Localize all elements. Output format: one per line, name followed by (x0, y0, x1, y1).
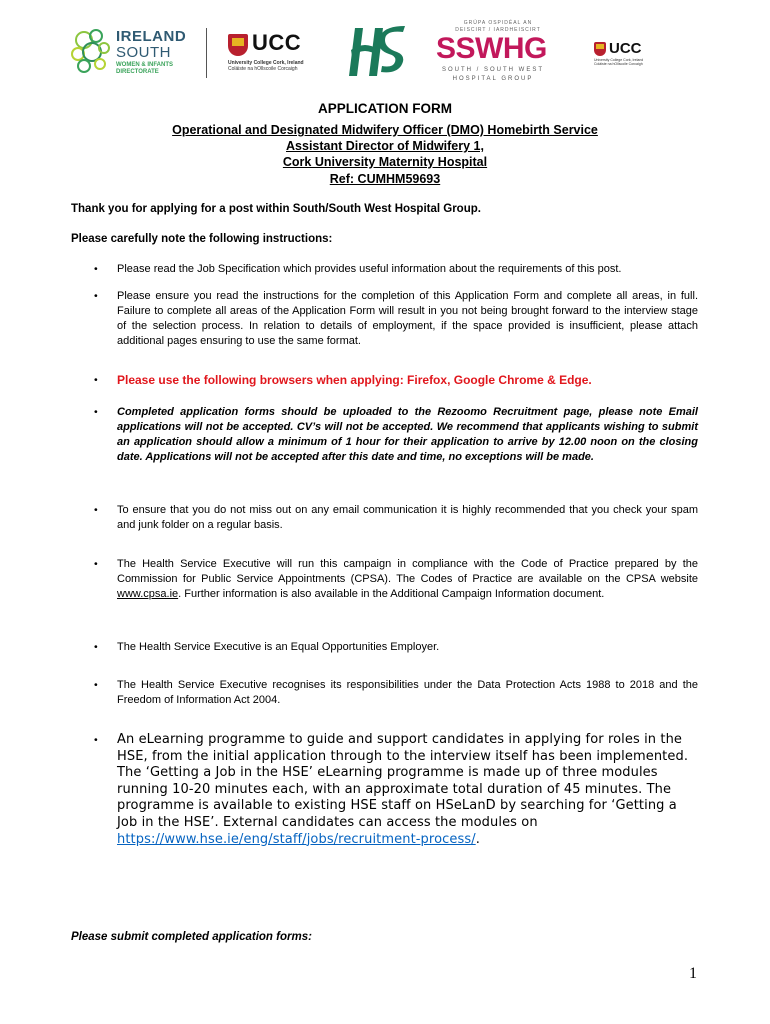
instruction-item-8 (94, 678, 698, 708)
sswhg-logo (428, 18, 558, 84)
instruction-item-1 (94, 262, 698, 277)
ucc-name: UCC (252, 30, 302, 55)
form-title: APPLICATION FORM (318, 101, 452, 116)
instruction-text-5: To ensure that you do not miss out on any email communication it is highly recommended that you check your spam and junk folder on a regular basis. (117, 504, 698, 531)
elearning-text-end: . (475, 831, 480, 847)
instruction-item-9 (94, 732, 698, 848)
instruction-text-2: Please ensure you read the instructions for the completion of this Application Form and complete all areas, in full. Failure to complete all areas of the Application Form will result in you not being brought forward to the interview stage of the selection process. In relation to details of employment, if the space provided is insufficient, please attach additional pages ensuring to use the same format. (117, 290, 698, 347)
instruction-item-3 (94, 373, 698, 388)
bullet-icon: • (94, 641, 98, 653)
sswhg-sub2: HOSPITAL GROUP (452, 76, 534, 82)
bullet-icon: • (94, 679, 98, 691)
post-title-line3: Cork University Maternity Hospital (282, 155, 488, 169)
ucc-logo (228, 32, 318, 74)
instructions-heading: Please carefully note the following instructions: (71, 233, 333, 245)
logo-strip (0, 18, 770, 88)
bullet-icon: • (94, 734, 98, 746)
instruction-text-8: The Health Service Executive recognises its responsibilities under the Data Protection Acts 1988 to 2018 and the Freedom of Information Act 2004. (117, 679, 698, 706)
elearning-text: An eLearning programme to guide and support candidates in applying for roles in the HSE, from the initial application through to the interview itself has been implemented. The ‘Getting a Job in the HSE’ eLearning programme is made up of three modules running 10-20 minutes each, with an approximate total duration of 45 minutes. The programme is available to existing HSE staff on HSeLanD by searching for ‘Getting a Job in the HSE’. External candidates can access the modules on (117, 732, 689, 830)
hse-logo-icon (345, 24, 409, 80)
ucc-small-subtitle (594, 58, 643, 66)
instruction-text-6-post: . Further information is also available in the Additional Campaign Information document. (178, 588, 605, 600)
sswhg-top1: GRÚPA OSPIDÉAL AN (463, 20, 533, 26)
bullet-icon: • (94, 558, 98, 570)
bullet-icon: • (94, 374, 98, 386)
ireland-south-line3: WOMEN & INFANTS DIRECTORATE (116, 62, 173, 75)
instruction-item-2 (94, 289, 698, 349)
instruction-text-1: Please read the Job Specification which provides useful information about the requirements of this post. (117, 263, 622, 275)
ucc-logo-small (594, 40, 654, 66)
reference-number: Ref: CUMHM59693 (329, 172, 441, 186)
hse-logo (345, 24, 409, 80)
post-title-line1: Operational and Designated Midwifery Officer (DMO) Homebirth Service (172, 123, 598, 137)
recruitment-process-link[interactable]: https://www.hse.ie/eng/staff/jobs/recruitment-process/ (117, 831, 476, 847)
circles-emblem-icon (70, 28, 114, 74)
browser-requirement-text: Please use the following browsers when applying: Firefox, Google Chrome & Edge. (117, 373, 592, 387)
sswhg-sub1: SOUTH / SOUTH WEST (442, 67, 544, 73)
instruction-text-7: The Health Service Executive is an Equal Opportunities Employer. (117, 641, 440, 653)
ireland-south-logo (70, 26, 198, 80)
ucc-crest-icon (228, 34, 248, 56)
ucc-small-subtitle-2: Coláiste na hOllscoile Corcaigh (594, 62, 643, 66)
ucc-crest-small-icon (594, 42, 606, 56)
ucc-subtitle-1: University College Cork, Ireland (228, 60, 304, 66)
bullet-icon: • (94, 406, 98, 418)
post-title-line2: Assistant Director of Midwifery 1, (286, 139, 484, 153)
ucc-small-name: UCC (609, 40, 642, 57)
bullet-icon: • (94, 290, 98, 302)
submit-heading: Please submit completed application forms: (71, 931, 312, 943)
instruction-item-7 (94, 640, 698, 655)
bullet-icon: • (94, 504, 98, 516)
instruction-text-6-pre: The Health Service Executive will run this campaign in compliance with the Code of Practice prepared by the Commission for Public Service Appointments (CPSA). The Codes of Practice are available on the CPSA website (117, 558, 698, 585)
ireland-south-line1: IRELAND (116, 28, 187, 45)
ireland-south-line2: SOUTH (116, 44, 171, 61)
cpsa-website-link[interactable]: www.cpsa.ie (117, 588, 179, 600)
sswhg-name: SSWHG (436, 32, 547, 65)
logo-divider (206, 28, 207, 78)
sswhg-top2: DEISCIRT / IARDHEISCIRT (455, 27, 541, 33)
instruction-item-4 (94, 405, 698, 465)
submission-instructions-text: Completed application forms should be uploaded to the Rezoomo Recruitment page, please note Email applications will not be accepted. CV’s will not be accepted. We recommend that applicants wishing to submit an application should allow a minimum of 1 hour for their application to arrive by 12.00 noon on the closing date. Applications will not be accepted after this date and time, no exceptions will be made. (117, 406, 698, 463)
bullet-icon: • (94, 263, 98, 275)
ucc-small-subtitle-1: University College Cork, Ireland (594, 58, 644, 62)
instruction-item-6 (94, 557, 698, 602)
ucc-subtitle (228, 60, 318, 72)
thank-you-text: Thank you for applying for a post within South/South West Hospital Group. (71, 203, 481, 215)
ucc-subtitle-2: Coláiste na hOllscoile Corcaigh (228, 66, 298, 72)
page-number: 1 (689, 965, 697, 982)
instruction-item-5 (94, 503, 698, 533)
